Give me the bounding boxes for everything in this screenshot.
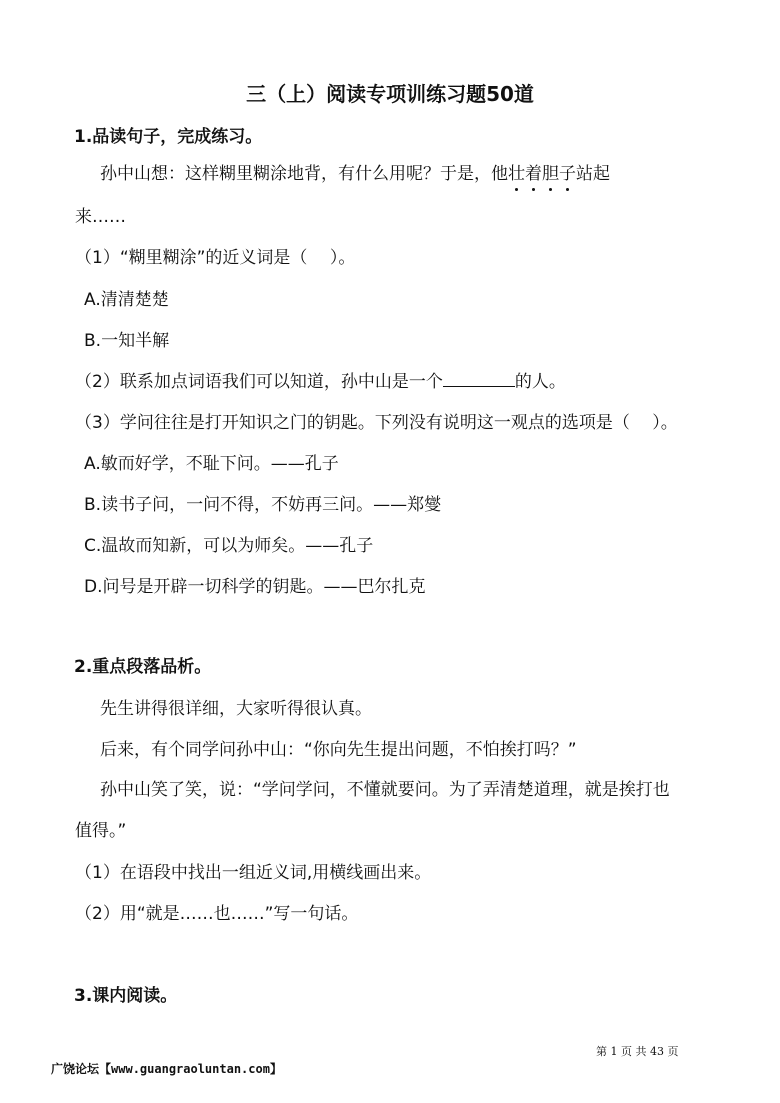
site-bracket: 】 — [269, 1062, 282, 1076]
q1-sub1: （1）“糊里糊涂”的近义词是（ ）。 — [75, 248, 356, 268]
site-footer — [51, 1060, 282, 1077]
q1-heading: 1.品读句子，完成练习。 — [74, 127, 263, 147]
q2-para2: 后来，有个同学问孙中山：“你向先生提出问题，不怕挨打吗？” — [100, 740, 577, 760]
q1-passage-cont: 来…… — [75, 207, 126, 227]
q1-passage — [100, 162, 610, 186]
page-number: 第 1 页 共 43 页 — [596, 1045, 679, 1058]
q2-heading: 2.重点段落品析。 — [74, 657, 212, 677]
q1-sub1-option-a: A.清清楚楚 — [84, 290, 169, 310]
q1-emph-char-3: 胆 — [542, 164, 559, 184]
q2-sub2: （2）用“就是……也……”写一句话。 — [75, 904, 359, 924]
q1-sub2-after: 的人。 — [514, 372, 566, 392]
q1-passage-after: 站起 — [576, 164, 610, 184]
q1-sub3-option-a: A.敏而好学，不耻下问。——孔子 — [84, 454, 339, 474]
q1-emph-char-1: 壮 — [508, 164, 525, 184]
site-name: 广饶论坛【 — [51, 1062, 112, 1076]
q1-passage-before: 孙中山想：这样糊里糊涂地背，有什么用呢？于是，他 — [100, 164, 508, 184]
q2-para3: 孙中山笑了笑，说：“学问学问，不懂就要问。为了弄清楚道理，就是挨打也 — [100, 780, 670, 800]
q2-para1: 先生讲得很详细，大家听得很认真。 — [100, 699, 372, 719]
answer-blank[interactable] — [443, 370, 515, 387]
q2-para3-cont: 值得。” — [75, 821, 127, 841]
document-title: 三（上）阅读专项训练习题50道 — [246, 82, 534, 106]
q1-emph-char-4: 子 — [559, 164, 576, 184]
q1-emph-char-2: 着 — [525, 164, 542, 184]
q1-sub1-option-b: B.一知半解 — [84, 331, 170, 351]
site-url-link[interactable]: www.guangraoluntan.com — [111, 1062, 270, 1076]
q1-sub3-option-d: D.问号是开辟一切科学的钥匙。——巴尔扎克 — [84, 577, 426, 597]
q1-sub2-before: （2）联系加点词语我们可以知道，孙中山是一个 — [75, 372, 443, 392]
q1-sub2 — [75, 370, 566, 394]
q1-sub3-option-c: C.温故而知新，可以为师矣。——孔子 — [84, 536, 374, 556]
q1-sub3: （3）学问往往是打开知识之门的钥匙。下列没有说明这一观点的选项是（ ）。 — [75, 413, 678, 433]
q3-heading: 3.课内阅读。 — [74, 986, 178, 1006]
q1-sub3-option-b: B.读书子问，一问不得，不妨再三问。——郑燮 — [84, 495, 442, 515]
q2-sub1: （1）在语段中找出一组近义词,用横线画出来。 — [75, 863, 432, 883]
